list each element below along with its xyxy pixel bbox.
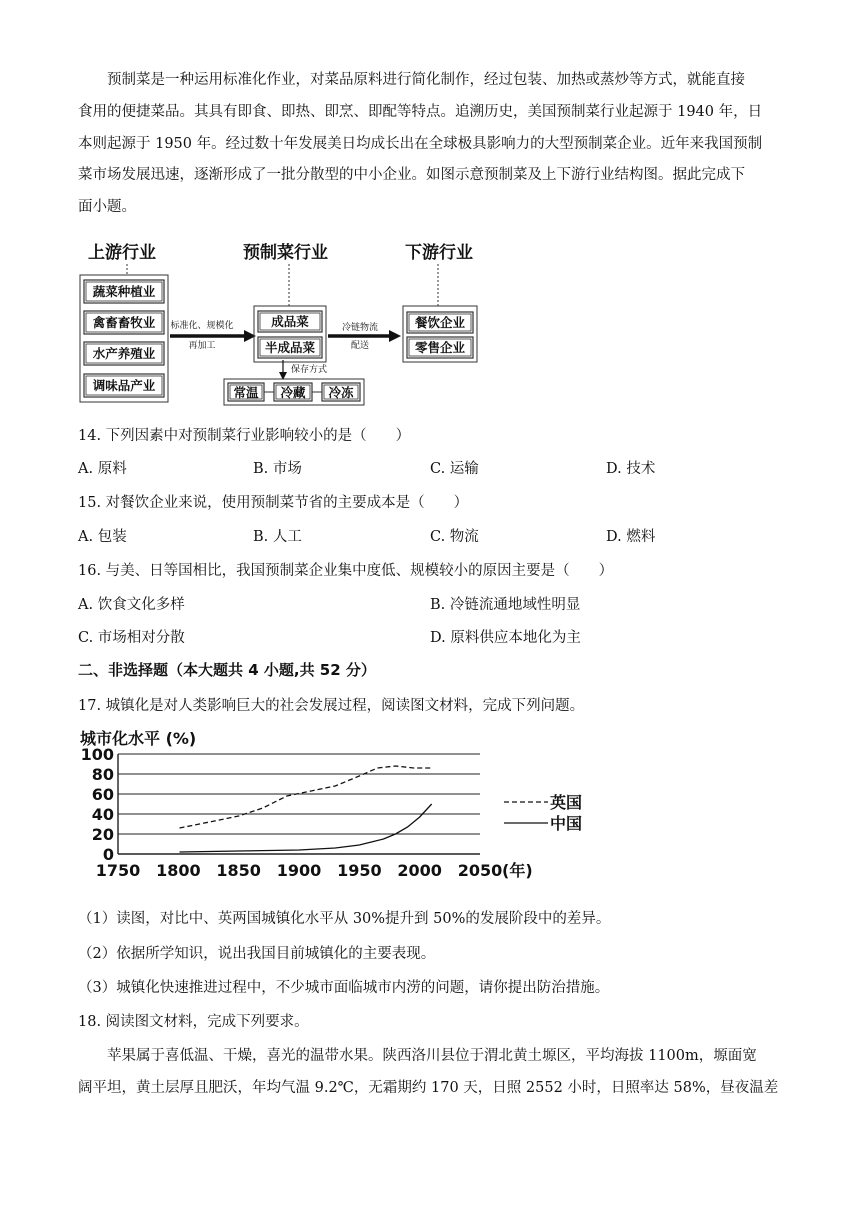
upstream-item-1	[84, 280, 164, 303]
q18-material-line-2: 阔平坦，黄土层厚且肥沃，年均气温 9.2℃，无霜期约 170 天，日照 2552 小时，日照率达 58%，昼夜温差	[78, 1080, 779, 1096]
storage-item-2	[274, 383, 312, 401]
intro-line-3: 本则起源于 1950 年。经过数十年发展美日均成长出在全球极具影响力的大型预制菜企业。近年来我国预制	[78, 136, 763, 152]
q14-option-a[interactable]: A. 原料	[78, 461, 127, 477]
downstream-item-2-label: 零售企业	[414, 340, 466, 355]
downstream-title: 下游行业	[405, 243, 473, 263]
q16-stem: 16. 与美、日等国相比，我国预制菜企业集中度低、规模较小的原因主要是（ ）	[78, 563, 614, 579]
mid-item-1-label: 成品菜	[271, 314, 309, 329]
x-tick-label-2050: 2050	[457, 861, 503, 880]
q18-stem: 18. 阅读图文材料，完成下列要求。	[78, 1014, 309, 1030]
q15-option-d[interactable]: D. 燃料	[606, 529, 656, 545]
storage-item-3-label: 冷冻	[328, 385, 354, 400]
industry-structure-diagram	[78, 238, 488, 408]
urbanization-chart	[78, 724, 598, 884]
downstream-item-1	[407, 312, 473, 333]
section-2-heading: 二、非选择题（本大题共 4 小题,共 52 分）	[78, 661, 376, 679]
upstream-item-4-label: 调味品产业	[92, 378, 156, 393]
storage-item-1-label: 常温	[233, 385, 259, 400]
q14-option-c[interactable]: C. 运输	[430, 461, 479, 477]
q17-stem: 17. 城镇化是对人类影响巨大的社会发展过程，阅读图文材料，完成下列问题。	[78, 698, 585, 714]
q16-option-a[interactable]: A. 饮食文化多样	[78, 597, 185, 613]
q15-option-c[interactable]: C. 物流	[430, 529, 479, 545]
q15-stem: 15. 对餐饮企业来说，使用预制菜节省的主要成本是（ ）	[78, 495, 469, 511]
q15-option-b[interactable]: B. 人工	[253, 529, 302, 545]
x-axis-label: (年)	[502, 861, 533, 880]
arrow1-top-label: 标准化、规模化	[170, 321, 234, 331]
series-line-1	[180, 766, 432, 828]
storage-item-2-label: 冷藏	[280, 385, 306, 400]
chart-title: 城市化水平 (%)	[80, 729, 197, 748]
y-tick-label-0: 0	[102, 845, 114, 864]
upstream-item-4	[84, 374, 164, 397]
intro-line-2: 食用的便捷菜品。其具有即食、即热、即烹、即配等特点。追溯历史，美国预制菜行业起源于 1940 年，日	[78, 104, 763, 120]
y-tick-label-100: 100	[80, 745, 114, 764]
intro-line-5: 面小题。	[78, 199, 136, 215]
q16-option-d[interactable]: D. 原料供应本地化为主	[430, 630, 581, 646]
x-tick-label-2000: 2000	[397, 861, 442, 880]
mid-item-2-label: 半成品菜	[264, 340, 316, 355]
downstream-item-1-label: 餐饮企业	[414, 315, 466, 330]
q18-material-line-1: 苹果属于喜低温、干燥，喜光的温带水果。陕西洛川县位于渭北黄土塬区，平均海拔 1100m，塬面宽	[107, 1048, 757, 1064]
arrow2-top-label: 冷链物流	[341, 323, 379, 333]
q14-stem: 14. 下列因素中对预制菜行业影响较小的是（ ）	[78, 428, 411, 444]
series-line-2	[180, 804, 432, 852]
q16-option-c[interactable]: C. 市场相对分散	[78, 630, 185, 646]
arrow2-head	[389, 330, 401, 342]
mid-item-2	[258, 337, 322, 358]
y-tick-label-80: 80	[91, 765, 114, 784]
midstream-title: 预制菜行业	[243, 243, 328, 263]
upstream-item-2	[84, 311, 164, 334]
q16-option-b[interactable]: B. 冷链流通地域性明显	[430, 597, 581, 613]
upstream-item-1-label: 蔬菜种植业	[92, 284, 156, 299]
x-tick-label-1950: 1950	[337, 861, 382, 880]
storage-item-1	[228, 383, 264, 401]
q17-subquestion-1: （1）读图，对比中、英两国城镇化水平从 30%提升到 50%的发展阶段中的差异。	[78, 911, 611, 927]
y-tick-label-20: 20	[91, 825, 114, 844]
q17-subquestion-2: （2）依据所学知识，说出我国目前城镇化的主要表现。	[78, 946, 436, 962]
legend-label-2: 中国	[550, 814, 583, 833]
storage-label: 保存方式	[291, 365, 328, 375]
arrow1-bottom-label: 再加工	[188, 341, 216, 351]
legend-label-1: 英国	[550, 793, 583, 812]
x-tick-label-1750: 1750	[95, 861, 141, 880]
upstream-item-3	[84, 342, 164, 365]
x-tick-label-1800: 1800	[156, 861, 201, 880]
intro-line-4: 菜市场发展迅速，逐渐形成了一批分散型的中小企业。如图示意预制菜及上下游行业结构图。据此完成下	[78, 167, 745, 183]
x-tick-label-1900: 1900	[276, 861, 322, 880]
upstream-title: 上游行业	[88, 243, 156, 263]
q14-option-b[interactable]: B. 市场	[253, 461, 302, 477]
intro-line-1: 预制菜是一种运用标准化作业，对菜品原料进行简化制作，经过包装、加热或蒸炒等方式，就能直接	[107, 72, 745, 88]
y-tick-label-60: 60	[91, 785, 114, 804]
q14-option-d[interactable]: D. 技术	[606, 461, 656, 477]
downstream-item-2	[407, 337, 473, 358]
q15-option-a[interactable]: A. 包装	[78, 529, 127, 545]
y-tick-label-40: 40	[91, 805, 114, 824]
mid-item-1	[258, 311, 322, 332]
x-tick-label-1850: 1850	[216, 861, 261, 880]
q17-subquestion-3: （3）城镇化快速推进过程中，不少城市面临城市内涝的问题，请你提出防治措施。	[78, 980, 610, 996]
storage-item-3	[322, 383, 360, 401]
upstream-item-3-label: 水产养殖业	[92, 346, 156, 361]
arrow2-bottom-label: 配送	[350, 341, 370, 351]
upstream-item-2-label: 禽畜畜牧业	[92, 315, 156, 330]
